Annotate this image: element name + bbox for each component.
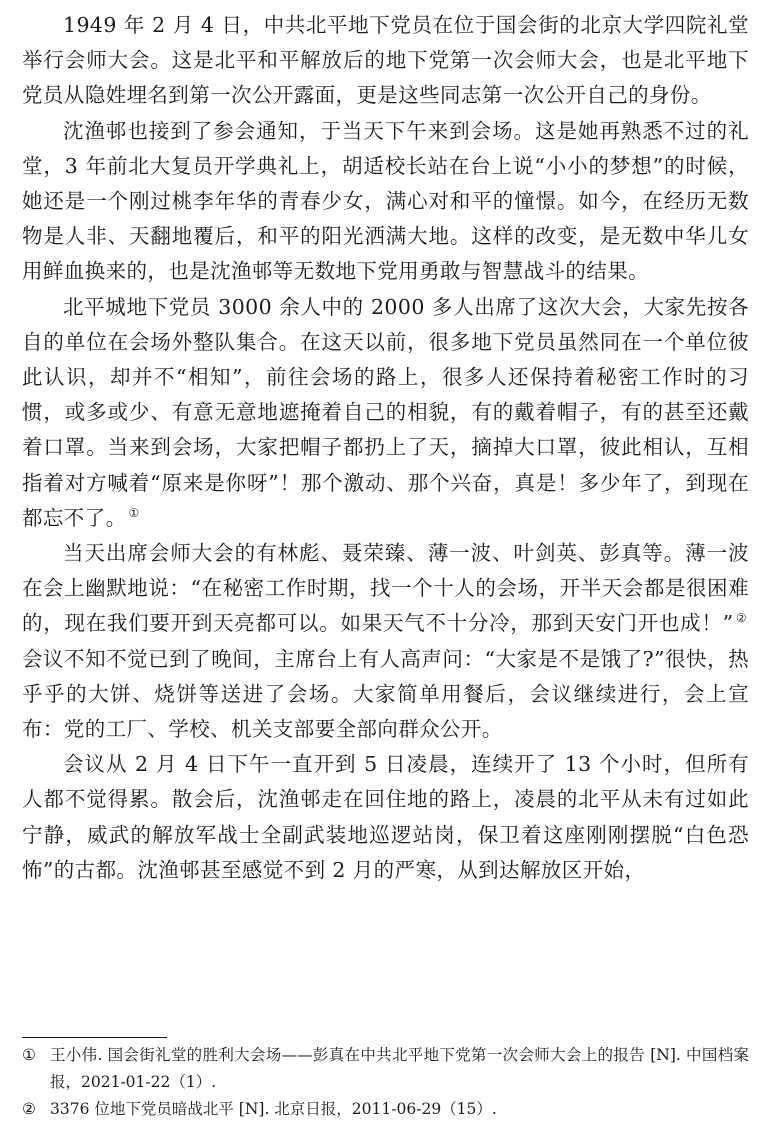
- paragraph-5: [22, 747, 749, 888]
- main-text: [22, 8, 749, 888]
- paragraph-4-text-a: 当天出席会师大会的有林彪、聂荣臻、薄一波、叶剑英、彭真等。薄一波在会上幽默地说：“在秘密工作时期，找一个十人的会场，开半天会都是很困难的，现在我们要开到天亮都可以。如果天气不十分冷，那到天安门开也成！”: [22, 541, 749, 636]
- footnote-ref-1[interactable]: ①: [128, 505, 140, 520]
- footnote-1: [22, 1042, 749, 1096]
- paragraph-5-text: 会议从 2 月 4 日下午一直开到 5 日凌晨，连续开了 13 个小时，但所有人都不觉得累。散会后，沈渔邨走在回住地的路上，凌晨的北平从未有过如此宁静，威武的解放军战士全副武装地巡逻站岗，保卫着这座刚刚摆脱“白色恐怖”的古都。沈渔邨甚至感觉不到 2 月的严寒，从到达解放区开始，: [22, 752, 749, 882]
- footnote-2: [22, 1096, 749, 1123]
- footnote-2-mark: ②: [22, 1100, 36, 1118]
- paragraph-1-text: 1949 年 2 月 4 日，中共北平地下党员在位于国会街的北京大学四院礼堂举行会师大会。这是北平和平解放后的地下党第一次会师大会，也是北平地下党员从隐姓埋名到第一次公开露面，更是这些同志第一次公开自己的身份。: [22, 13, 749, 108]
- footnotes: [22, 1042, 749, 1123]
- footnote-1-mark: ①: [22, 1046, 36, 1064]
- footnote-2-text: 3376 位地下党员暗战北平 [N]. 北京日报，2011-06-29（15）.: [50, 1100, 497, 1118]
- paragraph-4-text-b: 会议不知不觉已到了晚间，主席台上有人高声问：“大家是不是饿了?”很快，热乎乎的大饼、烧饼等送进了会场。大家简单用餐后，会议继续进行，会上宣布：党的工厂、学校、机关支部要全部向群众公开。: [22, 646, 749, 742]
- footnote-divider: [22, 1037, 167, 1038]
- paragraph-4: [22, 536, 749, 747]
- paragraph-2: [22, 114, 749, 290]
- paragraph-1: [22, 8, 749, 114]
- paragraph-3-text: 北平城地下党员 3000 余人中的 2000 多人出席了这次大会，大家先按各自的单位在会场外整队集合。在这天以前，很多地下党员虽然同在一个单位彼此认识，却并不“相知”，前往会场的路上，很多人还保持着秘密工作时的习惯，或多或少、有意无意地遮掩着自己的相貌，有的戴着帽子，有的甚至还戴着口罩。当来到会场，大家把帽子都扔上了天，摘掉大口罩，彼此相认，互相指着对方喊着“原来是你呀”！那个激动、那个兴奋，真是！多少年了，到现在都忘不了。: [22, 294, 749, 530]
- paragraph-2-text: 沈渔邨也接到了参会通知，于当天下午来到会场。这是她再熟悉不过的礼堂，3 年前北大复员开学典礼上，胡适校长站在台上说“小小的梦想”的时候，她还是一个刚过桃李年华的青春少女，满心对和平的憧憬。如今，在经历无数物是人非、天翻地覆后，和平的阳光洒满大地。这样的改变，是无数中华儿女用鲜血换来的，也是沈渔邨等无数地下党用勇敢与智慧战斗的结果。: [22, 118, 749, 284]
- paragraph-3: [22, 290, 749, 536]
- footnote-1-text: 王小伟. 国会街礼堂的胜利大会场——彭真在中共北平地下党第一次会师大会上的报告 [N]. 中国档案报，2021-01-22（1）.: [50, 1046, 749, 1091]
- footnote-ref-2[interactable]: ②: [735, 611, 747, 626]
